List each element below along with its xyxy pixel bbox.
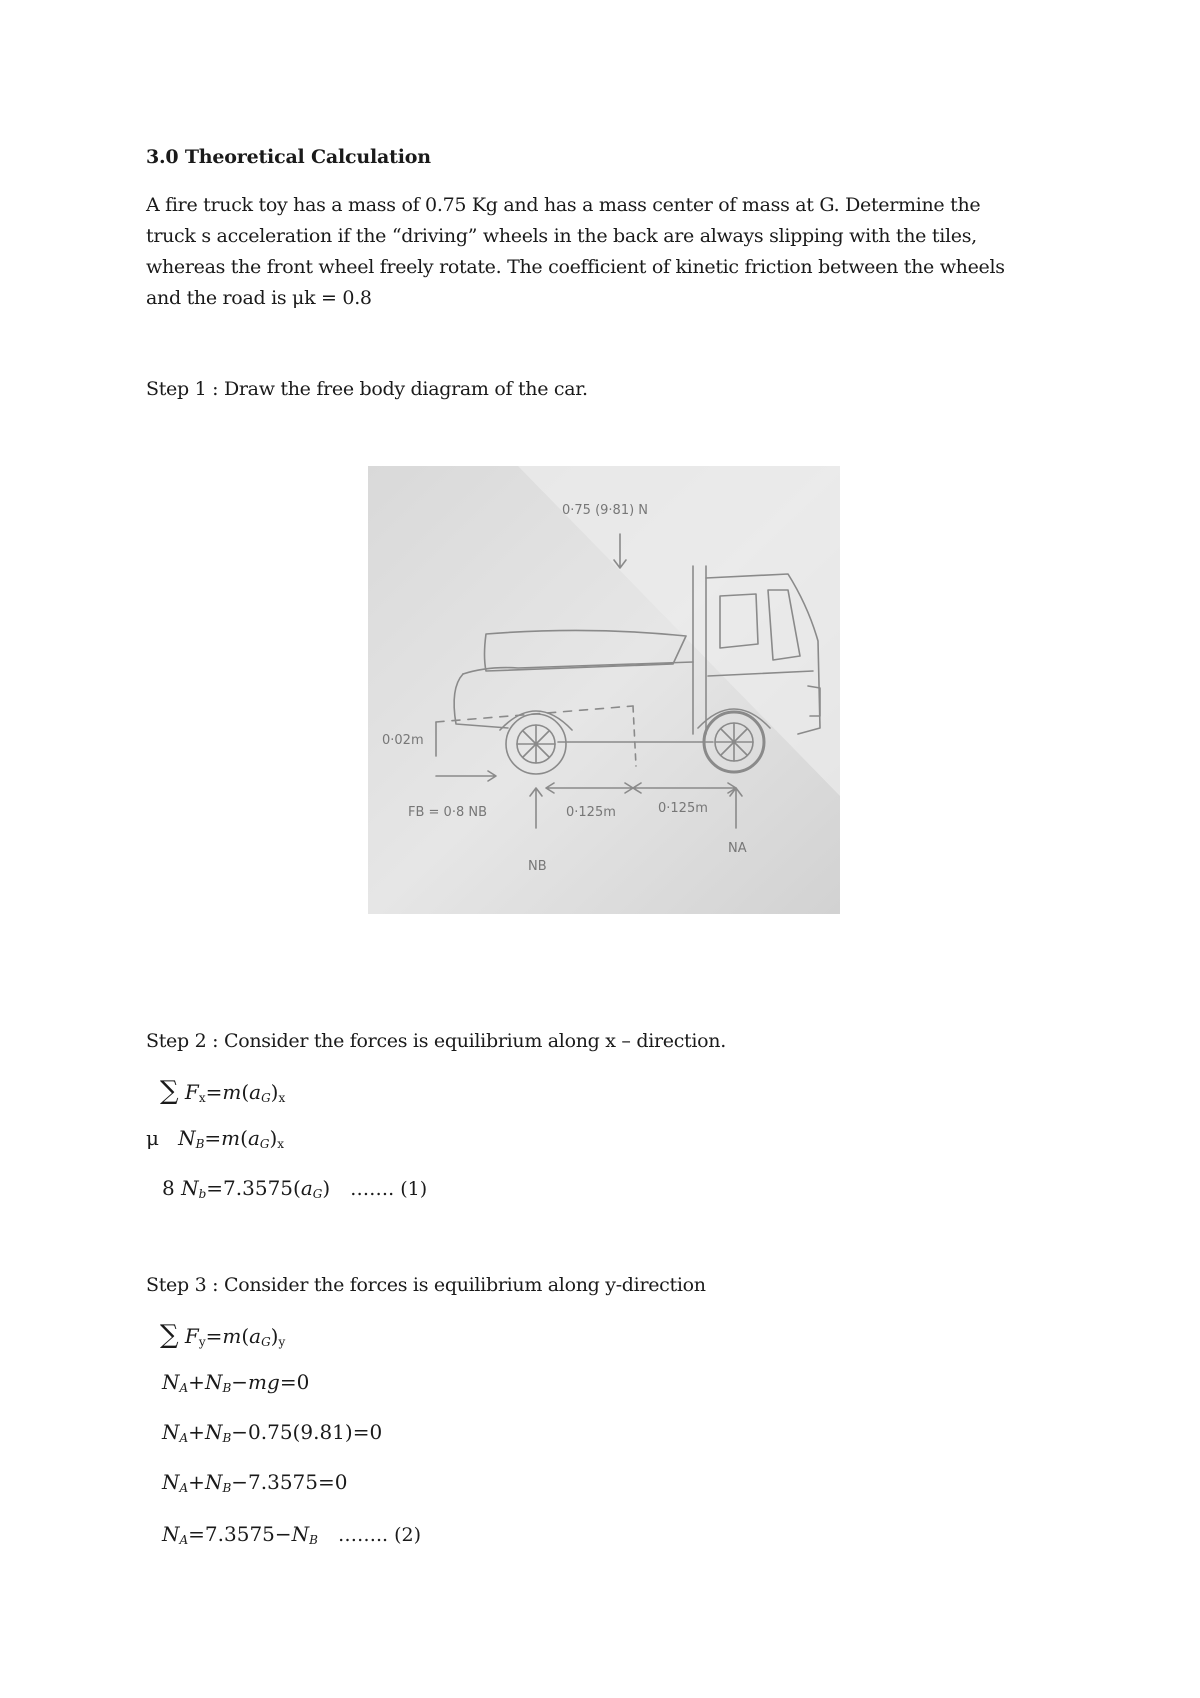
equation-substituted-tail: −0.75(9.81)=0	[231, 1420, 383, 1444]
free-body-diagram-photo	[368, 466, 840, 914]
equation-2: $N_A=7.3575-N_B$ …….. (2)	[162, 1522, 422, 1547]
step-1-text: Step 1 : Draw the free body diagram of the car.	[146, 378, 588, 400]
problem-statement	[146, 190, 1066, 314]
problem-line-2: truck s acceleration if the “driving” wheels in the back are always slipping with the tiles,	[146, 225, 977, 247]
equation-sum-fy: ∑ $F_y=m(a_G)_y$	[160, 1320, 286, 1350]
equation-na-nb-mg: $N_A+N_B-mg=0$	[162, 1370, 310, 1395]
equation-2-label: …….. (2)	[338, 1524, 422, 1546]
nb-label: NB	[528, 859, 547, 874]
equation-1: 8 $N_b=7.3575(a_G)$ ……. (1)	[162, 1176, 428, 1201]
step-2-text: Step 2 : Consider the forces is equilibrium along x – direction.	[146, 1030, 726, 1052]
problem-line-1: A fire truck toy has a mass of 0.75 Kg and has a mass center of mass at G. Determine the	[146, 194, 981, 216]
na-label: NA	[728, 841, 747, 856]
equation-substituted: $N_A+N_B-0.75(9.81)=0$	[162, 1420, 383, 1445]
height-label: 0·02m	[382, 733, 424, 748]
section-heading: 3.0 Theoretical Calculation	[146, 146, 431, 168]
equation-sum-fx: ∑ $F_x=m(a_G)_x$	[160, 1076, 286, 1106]
distance-label-2: 0·125m	[658, 801, 708, 816]
equation-simplified-tail: −7.3575=0	[231, 1470, 348, 1494]
problem-line-3: whereas the front wheel freely rotate. The coefficient of kinetic friction between the wheels	[146, 256, 1005, 278]
equation-1-label: ……. (1)	[350, 1178, 428, 1200]
equation-mu-nb: μ $N_B=m(a_G)_x$	[146, 1126, 285, 1151]
weight-label: 0·75 (9·81) N	[562, 503, 649, 518]
distance-label-1: 0·125m	[566, 805, 616, 820]
friction-label: FB = 0·8 NB	[408, 805, 488, 820]
problem-line-4: and the road is μk = 0.8	[146, 287, 372, 309]
step-3-text: Step 3 : Consider the forces is equilibrium along y-direction	[146, 1274, 706, 1296]
equation-simplified: $N_A+N_B-7.3575=0$	[162, 1470, 348, 1495]
